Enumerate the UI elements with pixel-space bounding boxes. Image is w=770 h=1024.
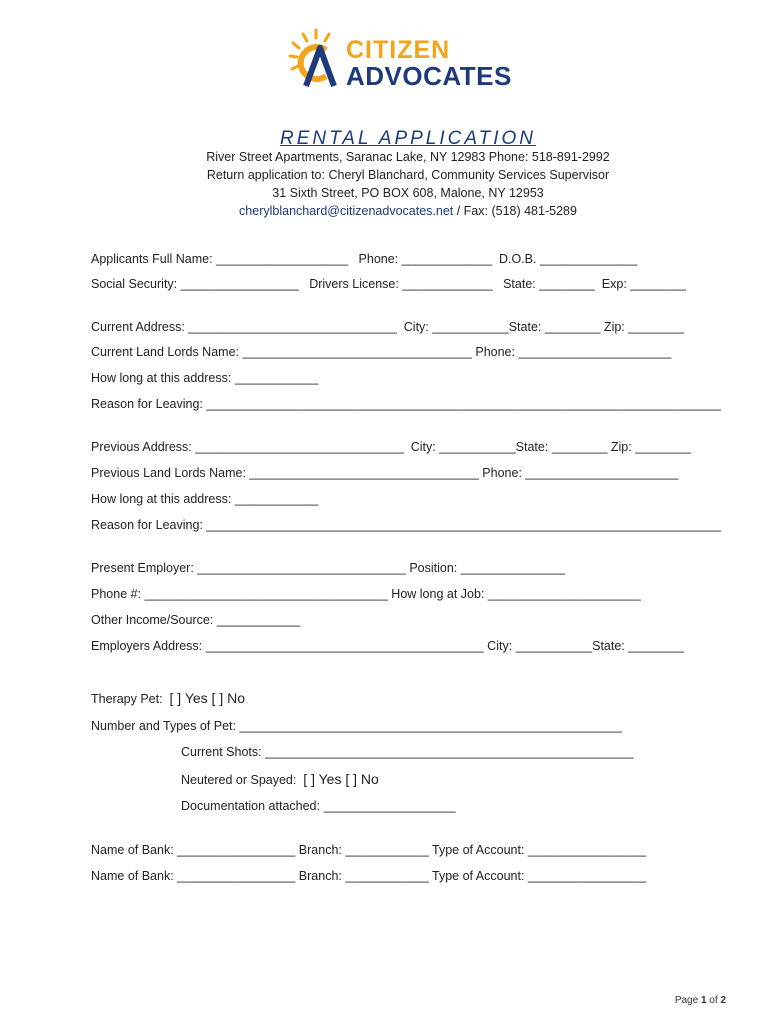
bank-line-1: Name of Bank: _________________ Branch: ____________ Type of Account: _________________ (91, 843, 647, 857)
citizen-advocates-logo (286, 26, 536, 92)
current-landlord-line: Current Land Lords Name: _________________________________ Phone: ______________________ (91, 345, 672, 359)
logo-word-citizen: CITIZEN (346, 36, 451, 64)
documentation-line: Documentation attached: ___________________ (181, 799, 456, 813)
return-to: Return application to: Cheryl Blanchard, Community Services Supervisor (206, 168, 610, 182)
mailing-address: 31 Sixth Street, PO BOX 608, Malone, NY 12953 (272, 186, 544, 200)
social-security-line: Social Security: _________________ Drivers License: _____________ State: ________ Exp: ________ (91, 277, 686, 291)
current-address-line: Current Address: ______________________________ City: ___________State: ________ Zip: ________ (91, 320, 684, 334)
previous-duration-line: How long at this address: ____________ (91, 492, 319, 506)
pet-types-line: Number and Types of Pet: _______________________________________________________ (91, 719, 622, 733)
therapy-pet-label: Therapy Pet: (91, 692, 170, 706)
page-of: of (706, 995, 721, 1006)
neutered-options[interactable]: [ ] Yes [ ] No (303, 771, 379, 787)
fax-text: / Fax: (518) 481-5289 (453, 204, 577, 218)
page-number (675, 995, 726, 1006)
employer-line: Present Employer: ______________________________ Position: _______________ (91, 561, 566, 575)
previous-landlord-line: Previous Land Lords Name: _________________________________ Phone: ______________________ (91, 466, 679, 480)
employer-address-line: Employers Address: ________________________________________ City: ___________State: ________ (91, 639, 684, 653)
page-current: 1 (700, 995, 707, 1006)
previous-address-line: Previous Address: ______________________________ City: ___________State: ________ Zip: ________ (91, 440, 691, 454)
page-label: Page (674, 995, 701, 1006)
sun-icon (286, 26, 346, 92)
previous-reason-line: Reason for Leaving: __________________________________________________________________________ (91, 518, 721, 532)
page-total: 2 (720, 995, 726, 1006)
applicant-name-line: Applicants Full Name: ___________________ Phone: _____________ D.O.B. ______________ (91, 252, 638, 266)
contact-line (0, 204, 770, 218)
neutered-label: Neutered or Spayed: (181, 773, 304, 787)
bank-line-2: Name of Bank: _________________ Branch: ____________ Type of Account: _________________ (91, 869, 647, 883)
other-income-line: Other Income/Source: ____________ (91, 613, 301, 627)
therapy-pet-line (91, 690, 245, 706)
neutered-line (181, 771, 379, 787)
logo-word-advocates: ADVOCATES (346, 61, 512, 91)
email-link[interactable]: cherylblanchard@citizenadvocates.net (239, 204, 454, 218)
current-shots-line: Current Shots: _____________________________________________________ (181, 745, 634, 759)
therapy-pet-options[interactable]: [ ] Yes [ ] No (169, 690, 246, 706)
page-title: RENTAL APPLICATION (279, 128, 536, 149)
current-duration-line: How long at this address: ____________ (91, 371, 319, 385)
address-phone: River Street Apartments, Saranac Lake, NY 12983 Phone: 518-891-2992 (206, 150, 610, 164)
employer-phone-line: Phone #: ___________________________________ How long at Job: ______________________ (91, 587, 641, 601)
current-reason-line: Reason for Leaving: __________________________________________________________________________ (91, 397, 721, 411)
